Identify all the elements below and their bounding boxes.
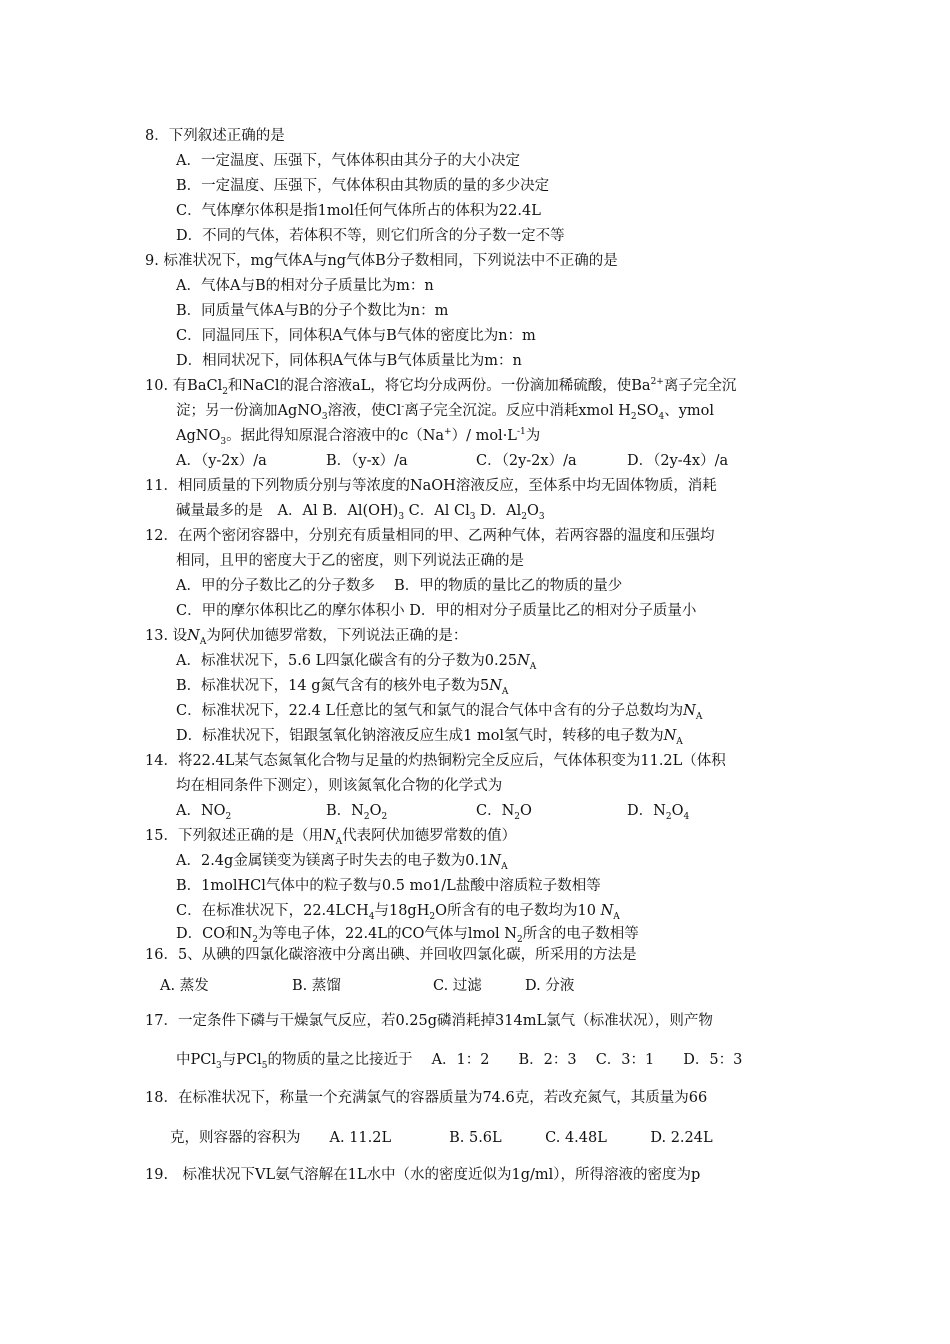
question-14-option-d: D．$N_2O_4$ [627, 803, 690, 822]
question-12-stem-line-1: 12．在两个密闭容器中，分别充有质量相同的甲、乙两种气体，若两容器的温度和压强均 [145, 528, 715, 544]
question-10-option-c: C．（2y-2x）/a [476, 453, 577, 469]
question-14-option-b: B．$N_2O_2$ [326, 803, 388, 822]
question-8-option-c: C．气体摩尔体积是指1mol任何气体所占的体积为22.4L [176, 203, 541, 219]
question-9-option-c: C．同温同压下，同体积A气体与B气体的密度比为n：m [176, 328, 536, 344]
question-10-option-b: B．（y-x）/a [326, 453, 408, 469]
question-10-stem-line-1: 10. 有BaCl$_2$和NaCl的混合溶液aL，将它均分成两份。一份滴加稀硫酸，使$Ba^{2+}$离子完全沉 [145, 377, 737, 397]
question-10-option-a: A．（y-2x）/a [176, 453, 267, 469]
question-16-option-d: D. 分液 [525, 978, 575, 994]
question-19-stem-line-1: 19. 标准状况下VL氨气溶解在1L水中（水的密度近似为1g/ml），所得溶液的密度为p [145, 1167, 701, 1183]
question-16-stem: 16．5、从碘的四氯化碳溶液中分离出碘、并回收四氯化碳，所采用的方法是 [145, 947, 637, 963]
question-14-stem-line-1: 14．将22.4L某气态氮氧化合物与足量的灼热铜粉完全反应后，气体体积变为11.2L（体积 [145, 753, 726, 769]
question-9-option-d: D．相同状况下，同体积A气体与B气体质量比为m：n [176, 353, 522, 369]
question-15-option-d: D．CO和$N_2$为等电子体，22.4L的CO气体与lmol $N_2$所含的电子数相等 [176, 926, 639, 945]
question-10-stem-line-3: AgNO$_3$。据此得知原混合溶液中的c（Na+）/ $mol\cdot L^{-1}$为 [176, 427, 541, 447]
question-9-option-a: A．气体A与B的相对分子质量比为m：n [176, 278, 434, 294]
question-9-option-b: B．同质量气体A与B的分子个数比为n：m [176, 303, 449, 319]
question-12-stem-line-2: 相同，且甲的密度大于乙的密度，则下列说法正确的是 [176, 553, 524, 569]
question-14-option-a: A．$NO_2$ [176, 803, 232, 822]
question-11-stem-line-1: 11．相同质量的下列物质分别与等浓度的NaOH溶液反应，至体系中均无固体物质，消耗 [145, 478, 717, 494]
question-13-stem: 13. 设$N_A$为阿伏加德罗常数，下列说法正确的是： [145, 628, 468, 647]
question-16-option-b: B. 蒸馏 [292, 978, 341, 994]
question-14-stem-line-2: 均在相同条件下测定），则该氮氧化合物的化学式为 [176, 778, 503, 794]
question-13-option-c: C．标准状况下，22.4 L任意比的氢气和氯气的混合气体中含有的分子总数均为$N_A$ [176, 703, 703, 722]
question-15-option-c: C．在标准状况下，$22.4LCH_4$与$18gH_2O$所含有的电子数均为10 $N_A$ [176, 903, 620, 922]
question-15-stem: 15．下列叙述正确的是（用$N_A$代表阿伏加德罗常数的值） [145, 828, 517, 847]
question-16-option-a: A. 蒸发 [160, 978, 209, 994]
question-18-stem-line-2: 克，则容器的容积为 A. 11.2L B. 5.6L C. 4.48L D. 2.24L [170, 1130, 713, 1146]
question-8-option-a: A．一定温度、压强下，气体体积由其分子的大小决定 [176, 153, 520, 169]
question-13-option-b: B．标准状况下，14 g氮气含有的核外电子数为$5N_A$ [176, 678, 509, 697]
question-16-option-c: C. 过滤 [433, 978, 482, 994]
question-17-stem-line-2: 中PCl$_3$与PCl$_5$的物质的量之比接近于 A．1：2 B．2：3 C．3：1 D．5：3 [176, 1052, 743, 1071]
question-13-option-d: D．标准状况下，铝跟氢氧化钠溶液反应生成1 mol氢气时，转移的电子数为$N_A$ [176, 728, 683, 747]
question-14-option-c: C．$N_2O$ [476, 803, 532, 822]
question-17-stem-line-1: 17．一定条件下磷与干燥氯气反应，若0.25g磷消耗掉314mL氯气（标准状况），则产物 [145, 1013, 713, 1029]
question-10-option-d: D．（2y-4x）/a [627, 453, 729, 469]
question-10-stem-line-2: 淀；另一份滴加AgNO$_3$溶液，使Cl-离子完全沉淀。反应中消耗xmol $H_2SO_4$、ymol [176, 402, 715, 422]
question-18-stem-line-1: 18．在标准状况下，称量一个充满氯气的容器质量为74.6克，若改充氮气，其质量为66 [145, 1090, 708, 1106]
question-13-option-a: A．标准状况下，5.6 L四氯化碳含有的分子数为$0.25N_A$ [176, 653, 537, 672]
question-9-stem: 9. 标准状况下，mg气体A与ng气体B分子数相同，下列说法中不正确的是 [145, 253, 618, 269]
question-8-option-b: B．一定温度、压强下，气体体积由其物质的量的多少决定 [176, 178, 550, 194]
question-15-option-b: B．1molHCl气体中的粒子数与0.5 mo1/L盐酸中溶质粒子数相等 [176, 878, 601, 894]
question-12-options-ab: A．甲的分子数比乙的分子数多 B．甲的物质的量比乙的物质的量少 [176, 578, 623, 594]
question-12-options-cd: C．甲的摩尔体积比乙的摩尔体积小 D．甲的相对分子质量比乙的相对分子质量小 [176, 603, 697, 619]
question-8-stem: 8．下列叙述正确的是 [145, 128, 285, 144]
question-15-option-a: A．2.4g金属镁变为镁离子时失去的电子数为$0.1N_A$ [176, 853, 508, 872]
question-11-stem-line-2: 碱量最多的是 A．Al B．$Al(OH)_3$ C．Al $Cl_3$ D．$Al_2O_3$ [176, 503, 545, 522]
question-8-option-d: D．不同的气体，若体积不等，则它们所含的分子数一定不等 [176, 228, 565, 244]
